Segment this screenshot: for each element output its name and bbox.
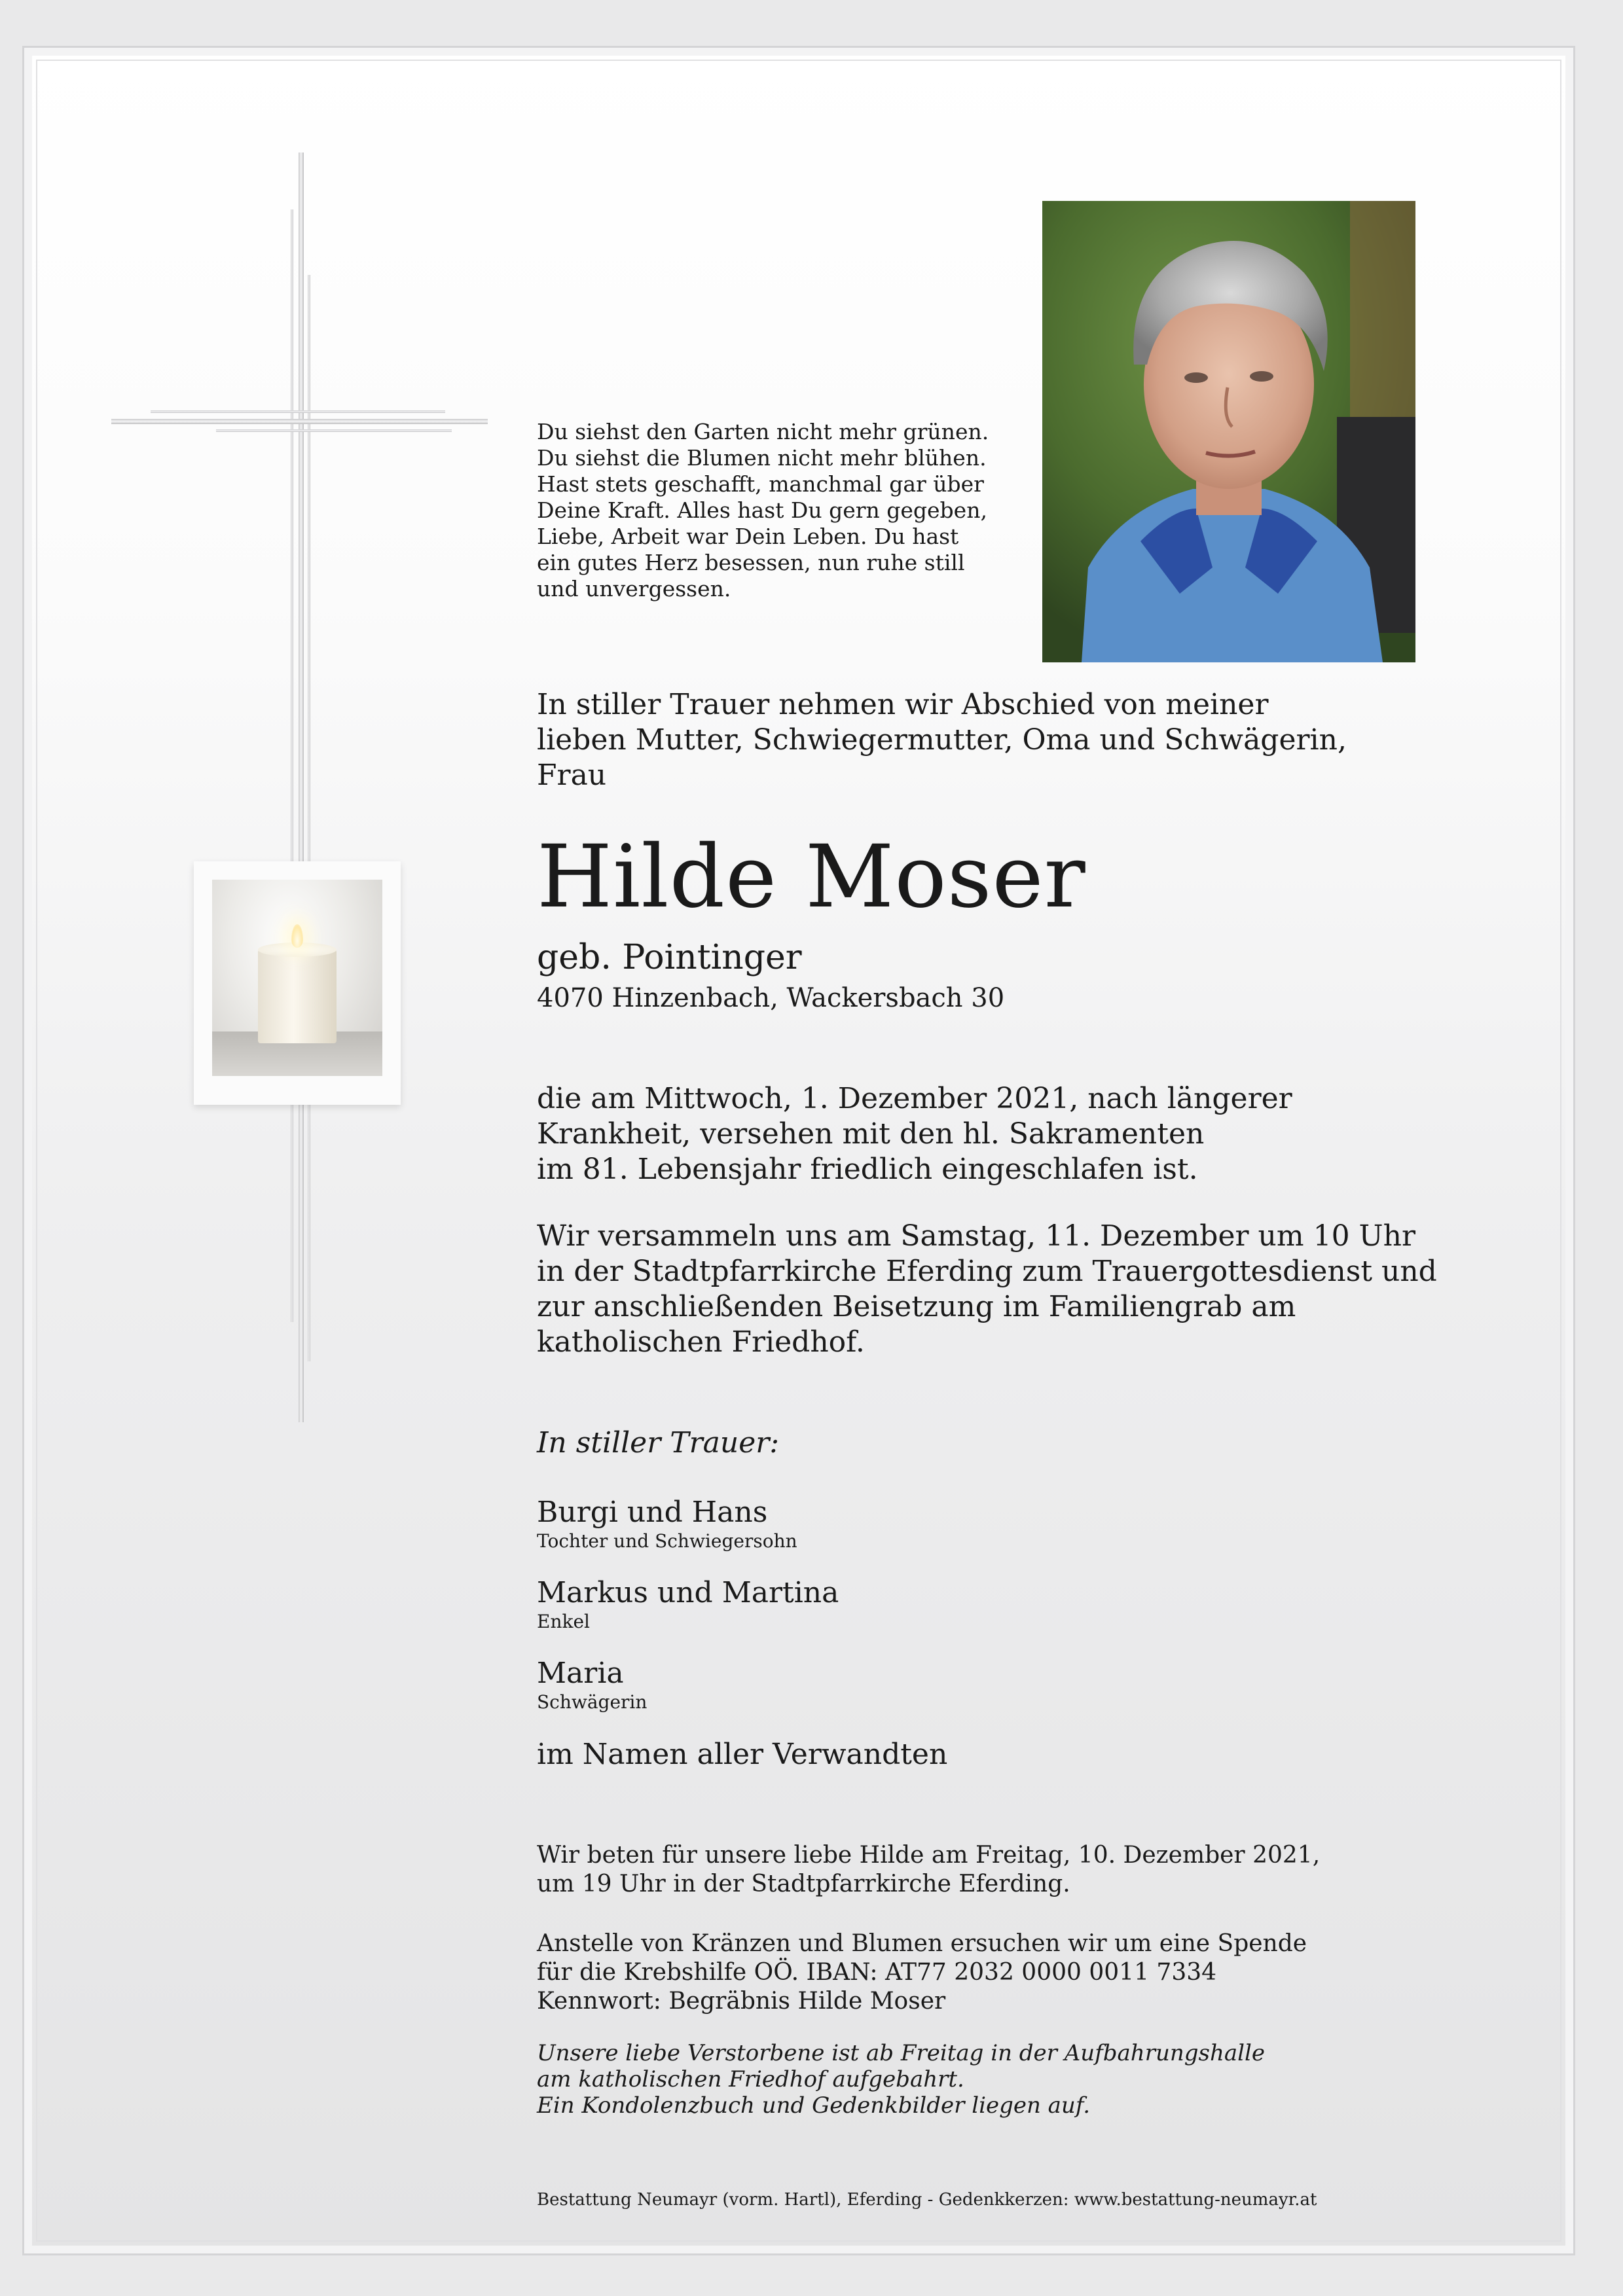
death-notice: die am Mittwoch, 1. Dezember 2021, nach längerer Krankheit, versehen mit den hl. Sakramenten im 81. Lebensjahr friedlich eingeschlafen ist. [537, 1082, 1292, 1186]
mourner-relation: Enkel [537, 1611, 590, 1632]
mourner-name: Burgi und Hans [537, 1496, 768, 1529]
portrait-photo [1042, 201, 1415, 662]
viewing-notice: Unsere liebe Verstorbene ist ab Freitag in der Aufbahrungshalle am katholischen Friedhof aufgebahrt. Ein Kondolenzbuch und Gedenkbilder liegen auf. [537, 2040, 1265, 2119]
mourner-name: Markus und Martina [537, 1576, 839, 1609]
mourner-relation: Schwägerin [537, 1691, 647, 1713]
donation-notice: Anstelle von Kränzen und Blumen ersuchen wir um eine Spende für die Krebshilfe OÖ. IBAN: AT77 2032 0000 0011 7334 Kennwort: Begräbnis Hilde Moser [537, 1930, 1307, 2015]
farewell-intro: In stiller Trauer nehmen wir Abschied von meiner lieben Mutter, Schwiegermutter, Oma und Schwägerin, Frau [537, 688, 1347, 792]
memorial-poem: Du siehst den Garten nicht mehr grünen. Du siehst die Blumen nicht mehr blühen. Hast stets geschafft, manchmal gar über Deine Kraft. Alles hast Du gern gegeben, Liebe, Arbeit war Dein Leben. Du hast ein gutes Herz besessen, nun ruhe still und unvergessen. [537, 419, 989, 601]
funeral-home-footer: Bestattung Neumayr (vorm. Hartl), Eferding - Gedenkkerzen: www.bestattung-neumayr.at [537, 2190, 1317, 2210]
mourners-heading: In stiller Trauer: [537, 1426, 780, 1460]
maiden-name: geb. Pointinger [537, 938, 802, 977]
deceased-address: 4070 Hinzenbach, Wackersbach 30 [537, 983, 1005, 1013]
deceased-name: Hilde Moser [537, 827, 1086, 927]
service-notice: Wir versammeln uns am Samstag, 11. Dezember um 10 Uhr in der Stadtpfarrkirche Eferding zum Trauergottesdienst und zur anschließenden Beisetzung im Familiengrab am katholischen Friedhof. [537, 1219, 1437, 1359]
mourner-relation: Tochter und Schwiegersohn [537, 1530, 797, 1552]
mourner-name: Maria [537, 1657, 624, 1690]
flame-icon [291, 924, 303, 948]
prayer-notice: Wir beten für unsere liebe Hilde am Freitag, 10. Dezember 2021, um 19 Uhr in der Stadtpfarrkirche Eferding. [537, 1842, 1321, 1897]
candle-image [194, 861, 401, 1105]
relatives-line: im Namen aller Verwandten [537, 1738, 948, 1771]
